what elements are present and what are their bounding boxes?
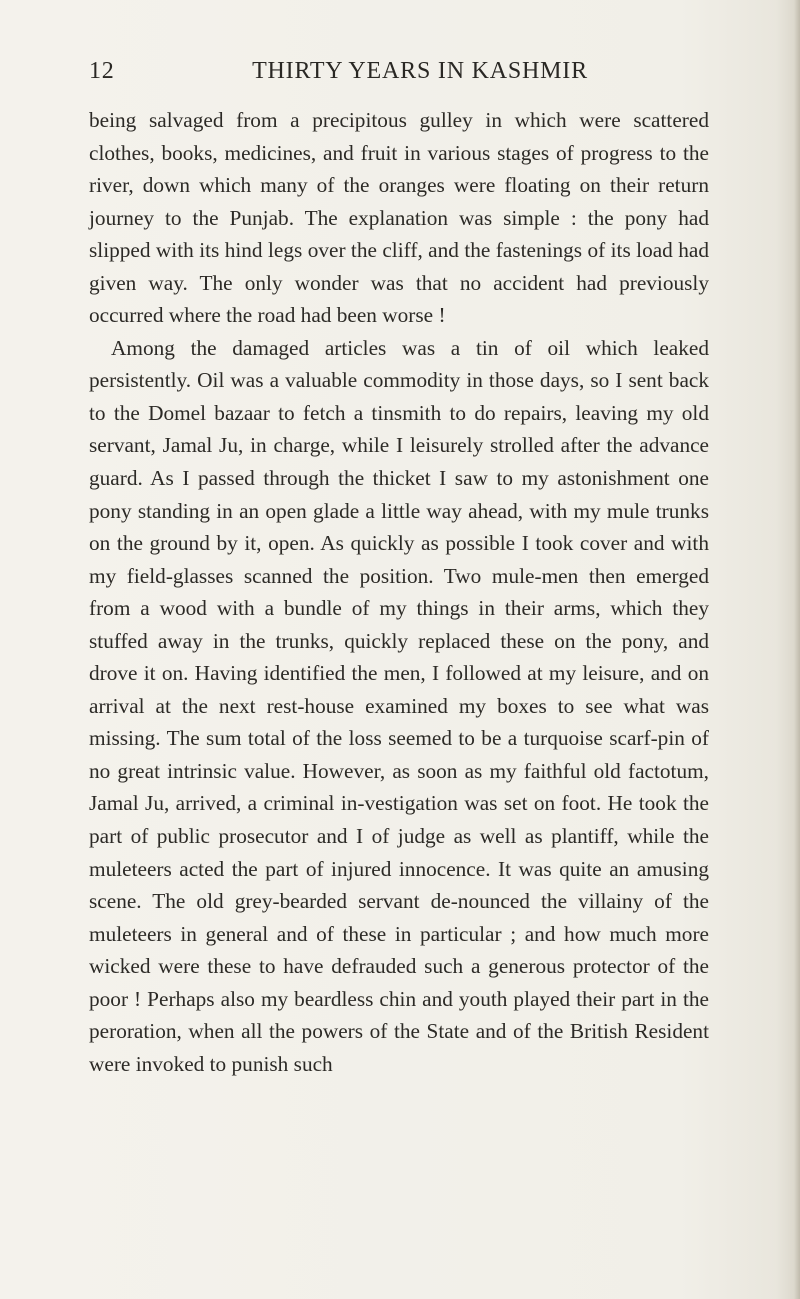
body-text: [89, 104, 709, 1080]
running-head: [0, 58, 800, 92]
paragraph: Among the damaged articles was a tin of oil which leaked persistently. Oil was a valuable commodity in those days, so I sent back to the Domel bazaar to fetch a tinsmith to do repairs, leaving my old servant, Jamal Ju, in charge, while I leisurely strolled after the advance guard. As I passed through the thicket I saw to my astonishment one pony standing in an open glade a little way ahead, with my mule trunks on the ground by it, open. As quickly as possible I took cover and with my field-glasses scanned the position. Two mule-men then emerged from a wood with a bundle of my things in their arms, which they stuffed away in the trunks, quickly replaced these on the pony, and drove it on. Having identified the men, I followed at my leisure, and on arrival at the next rest-house examined my boxes to see what was missing. The sum total of the loss seemed to be a turquoise scarf-pin of no great intrinsic value. However, as soon as my faithful old factotum, Jamal Ju, arrived, a criminal in-vestigation was set on foot. He took the part of public prosecutor and I of judge as well as plantiff, while the muleteers acted the part of injured innocence. It was quite an amusing scene. The old grey-bearded servant de-nounced the villainy of the muleteers in general and of these in particular ; and how much more wicked were these to have defrauded such a generous protector of the poor ! Perhaps also my beardless chin and youth played their part in the peroration, when all the powers of the State and of the British Resident were invoked to punish such: [89, 335, 709, 1076]
page-number: 12: [89, 58, 115, 84]
paragraph-continued: being salvaged from a precipitous gulley in which were scattered clothes, books, medicines, and fruit in various stages of progress to the river, down which many of the oranges were floating on their return journey to the Punjab. The explanation was simple : the pony had slipped with its hind legs over the cliff, and the fastenings of its load had given way. The only wonder was that no accident had previously occurred where the road had been worse !: [89, 108, 709, 328]
running-title: THIRTY YEARS IN KASHMIR: [252, 58, 588, 84]
page-edge-shadow: [794, 0, 800, 1299]
